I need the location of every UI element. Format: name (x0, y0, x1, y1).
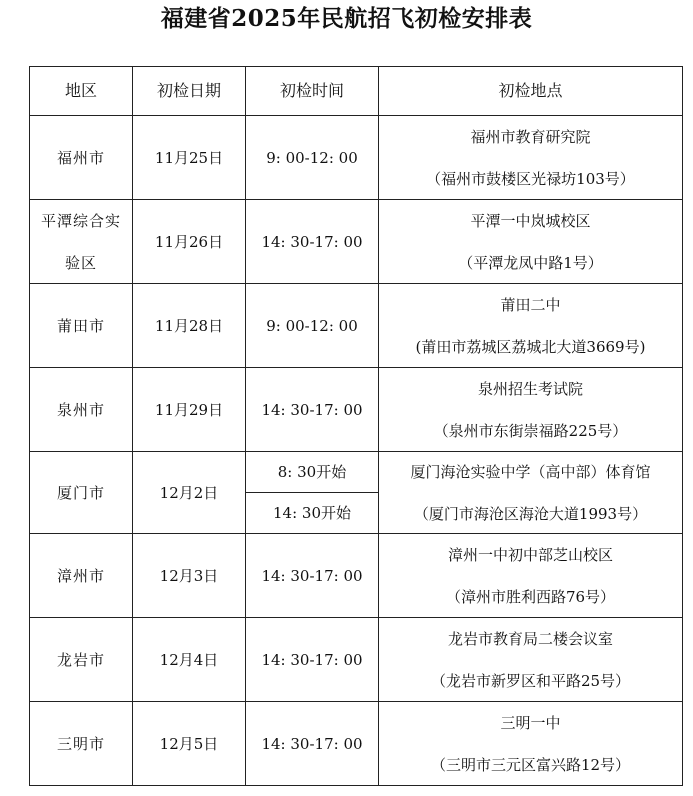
location-cell (379, 368, 683, 452)
region-cell (30, 618, 133, 702)
date-cell: 11月29日 (133, 368, 246, 452)
region-name: 厦门市 (56, 483, 105, 502)
date-cell: 12月4日 (133, 618, 246, 702)
table-row (30, 618, 683, 702)
location-cell (379, 452, 683, 534)
page-title: 福建省2025年民航招飞初检安排表 (160, 5, 533, 32)
date-cell: 12月3日 (133, 534, 246, 618)
location-cell (379, 116, 683, 200)
date-cell: 11月28日 (133, 284, 246, 368)
location-cell (379, 284, 683, 368)
table-header-row (30, 67, 683, 116)
time-cell: 14: 30-17: 00 (246, 702, 379, 786)
date-cell: 12月5日 (133, 702, 246, 786)
location-cell (379, 534, 683, 618)
region-name: 三明市 (56, 734, 105, 753)
time-cell-afternoon: 14: 30开始 (246, 493, 379, 534)
time-cell: 9: 00-12: 00 (246, 284, 379, 368)
region-name: 漳州市 (56, 566, 105, 585)
region-name: 莆田市 (56, 316, 105, 335)
venue-name: 平潭一中岚城校区 (470, 211, 591, 230)
region-name-cont: 验区 (64, 253, 97, 272)
region-cell (30, 284, 133, 368)
venue-name: 漳州一中初中部芝山校区 (447, 545, 613, 564)
time-cell: 9: 00-12: 00 (246, 116, 379, 200)
region-name: 福州市 (56, 148, 105, 167)
table-row (30, 200, 683, 284)
table-row (30, 452, 683, 493)
venue-name: 泉州招生考试院 (477, 379, 583, 398)
venue-address: （厦门市海沧区海沧大道1993号） (413, 504, 648, 523)
time-cell-morning: 8: 30开始 (246, 452, 379, 493)
header-location: 初检地点 (379, 67, 683, 116)
venue-name: 厦门海沧实验中学（高中部）体育馆 (410, 462, 651, 481)
location-cell (379, 200, 683, 284)
venue-address: （平潭龙凤中路1号） (458, 253, 603, 272)
venue-address: （漳州市胜利西路76号） (445, 587, 616, 606)
venue-address: （龙岩市新罗区和平路25号） (430, 671, 631, 690)
region-cell (30, 368, 133, 452)
location-cell (379, 702, 683, 786)
date-cell: 11月26日 (133, 200, 246, 284)
time-cell: 14: 30-17: 00 (246, 200, 379, 284)
table-row (30, 534, 683, 618)
region-cell (30, 534, 133, 618)
time-cell: 14: 30-17: 00 (246, 618, 379, 702)
venue-address: （福州市鼓楼区光禄坊103号） (426, 169, 635, 188)
region-cell (30, 452, 133, 534)
venue-name: 龙岩市教育局二楼会议室 (447, 629, 613, 648)
region-cell (30, 116, 133, 200)
location-cell (379, 618, 683, 702)
table-row (30, 116, 683, 200)
header-date: 初检日期 (133, 67, 246, 116)
venue-name: 三明一中 (500, 713, 561, 732)
schedule-table (29, 66, 683, 786)
table-row (30, 368, 683, 452)
venue-name: 福州市教育研究院 (470, 127, 591, 146)
date-cell: 11月25日 (133, 116, 246, 200)
table-row (30, 702, 683, 786)
date-cell: 12月2日 (133, 452, 246, 534)
venue-address: (莆田市荔城区荔城北大道3669号) (415, 337, 646, 356)
time-cell: 14: 30-17: 00 (246, 534, 379, 618)
region-cell (30, 200, 133, 284)
region-name: 泉州市 (56, 400, 105, 419)
region-name: 平潭综合实 (40, 211, 121, 230)
header-time: 初检时间 (246, 67, 379, 116)
venue-address: （泉州市东街崇福路225号） (433, 421, 628, 440)
region-name: 龙岩市 (56, 650, 105, 669)
table-row (30, 284, 683, 368)
time-cell: 14: 30-17: 00 (246, 368, 379, 452)
region-cell (30, 702, 133, 786)
venue-address: （三明市三元区富兴路12号） (430, 755, 631, 774)
header-region: 地区 (30, 67, 133, 116)
venue-name: 莆田二中 (500, 295, 561, 314)
